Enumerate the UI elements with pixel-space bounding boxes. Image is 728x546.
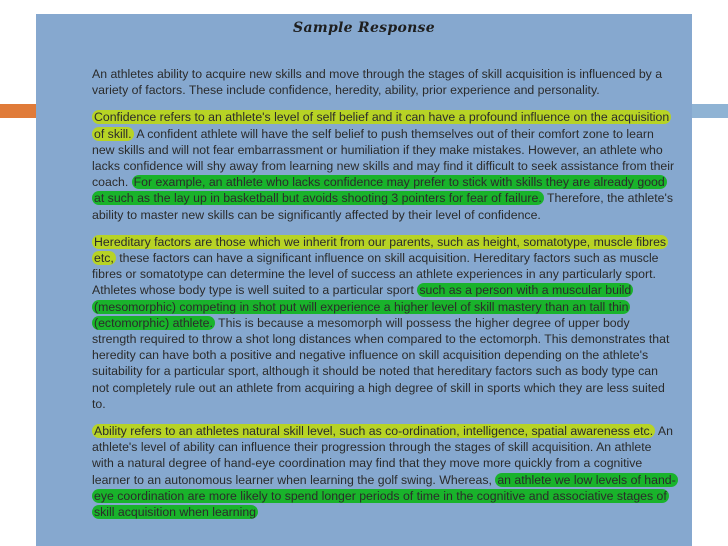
- text-segment: Therefore, the athlete's ability to master new skills can be significantly affected by their level of confidence.: [92, 191, 674, 222]
- text-segment: these factors can have a significant influence on skill acquisition. Hereditary factors such as muscle fibres or somatotype can determine the level of success an athlete experiences in any particularly sport. Athletes whose body type is well suited to a particular sport: [92, 251, 659, 298]
- highlight-green: an athlete we low levels of hand-eye coordination are more likely to spend longer periods of time in the cognitive and associative stages of skill acquisition when learning: [94, 472, 676, 520]
- text-segment: An athletes ability to acquire new skills and move through the stages of skill acquisition is influenced by a variety of factors. These include confidence, heredity, ability, prior experience and personality.: [92, 67, 663, 98]
- document-body: [92, 66, 676, 531]
- highlight-yellow: Hereditary factors are those which we inherit from our parents, such as height, somatotype, muscle fibres etc,: [94, 234, 667, 266]
- text-segment: A confident athlete will have the self belief to push themselves out of their comfort zone to learn new skills and will not fear embarrassment or humiliation if they make mistakes. However, an athlete who lacks confidence will shy away from learning new skills and may find it difficult to seek assistance from their coach.: [92, 126, 675, 190]
- text-segment: This is because a mesomorph will possess the higher degree of upper body strength required to throw a shot long distances when compared to the ectomorph. This demonstrates that heredity can have both a positive and negative influence on skill acquisition depending on the athlete's suitability for a particular sport, although it should be noted that hereditary factors such as body type can not completely rule out an athlete from acquiring a high degree of skill in sports which they are less suited to.: [92, 315, 670, 411]
- highlight-green: For example, an athlete who lacks confidence may prefer to stick with skills they are already good at such as the lay up in basketball but avoids shooting 3 pointers for fear of failure.: [94, 175, 665, 206]
- text-segment: An athlete's level of ability can influence their progression through the stages of skill acquisition. An athlete with a natural degree of hand-eye coordination may find that they move more quickly from a cognitive learner to an autonomous learner when learning the golf swing. Whereas,: [92, 424, 673, 487]
- highlight-yellow: Ability refers to an athletes natural skill level, such as co-ordination, intelligence, spatial awareness etc.: [94, 424, 654, 439]
- paragraph: [92, 109, 676, 222]
- paragraph: [92, 66, 676, 98]
- document-title: Sample Response: [293, 20, 435, 36]
- paragraph: [92, 234, 676, 412]
- highlight-yellow: Confidence refers to an athlete's level of self belief and it can have a profound influence on the acquisition of skill.: [94, 110, 670, 141]
- accent-bar-right: [692, 104, 728, 118]
- paragraph: [92, 423, 676, 520]
- accent-bar-left: [0, 104, 36, 118]
- document-page: [36, 14, 692, 546]
- highlight-green: such as a person with a muscular build (mesomorphic) competing in shot put will experience a higher level of skill mastery than an tall thin (ectomorphic) athlete.: [94, 283, 632, 330]
